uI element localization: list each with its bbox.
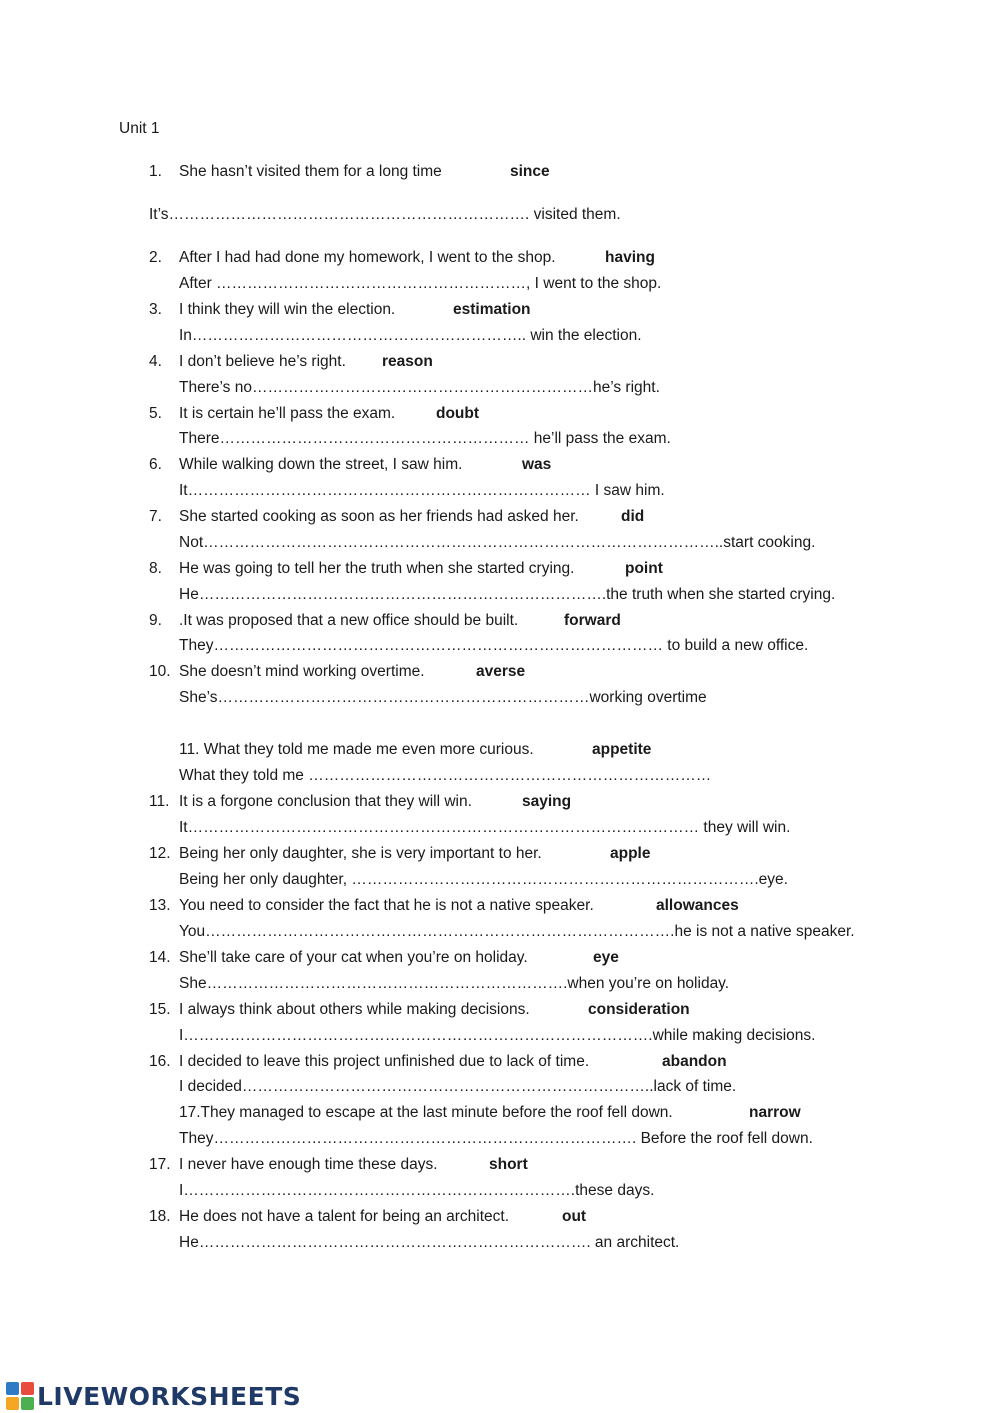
item-answer-line[interactable]: There…………………………………………………… he’ll pass the exam.: [179, 430, 671, 447]
item-sentence: She doesn’t mind working overtime.: [179, 663, 425, 680]
item-keyword: short: [489, 1156, 528, 1173]
item-sentence: She started cooking as soon as her friends had asked her.: [179, 508, 579, 525]
item-keyword: appetite: [592, 741, 652, 758]
item-sentence: 17.They managed to escape at the last minute before the roof fell down.: [179, 1104, 673, 1121]
item-number: 3.: [149, 301, 162, 318]
item-keyword: eye: [593, 949, 619, 966]
item-sentence: He does not have a talent for being an architect.: [179, 1208, 510, 1225]
item-number: 14.: [149, 949, 171, 966]
item-answer-line[interactable]: Not………………………………………………………………………………………..start cooking.: [179, 534, 816, 551]
item-keyword: having: [605, 249, 655, 266]
item-answer-line[interactable]: Being her only daughter, …………………………………………………………………….eye.: [179, 871, 788, 888]
item-answer-line[interactable]: I decided……………………………………………………………………..lack of time.: [179, 1078, 737, 1095]
item-keyword: reason: [382, 353, 433, 370]
logo-square-orange: [6, 1397, 19, 1410]
item-keyword: since: [510, 163, 550, 180]
item-answer-line[interactable]: He…………………………………………………………………. an architect.: [179, 1234, 680, 1251]
item-answer-line[interactable]: I………………………………………………………………….these days.: [179, 1182, 655, 1199]
item-sentence: She hasn’t visited them for a long time: [179, 163, 442, 180]
item-keyword: allowances: [656, 897, 739, 914]
item-number: 17.: [149, 1156, 171, 1173]
item-answer-line[interactable]: There’s no…………………………………………………………he’s right.: [179, 379, 660, 396]
item-answer-line[interactable]: She…………………………………………………………….when you’re on holiday.: [179, 975, 730, 992]
item-sentence: It is a forgone conclusion that they will win.: [179, 793, 472, 810]
item-sentence: She’ll take care of your cat when you’re on holiday.: [179, 949, 528, 966]
item-number: 2.: [149, 249, 162, 266]
item-sentence: He was going to tell her the truth when she started crying.: [179, 560, 575, 577]
item-number: 5.: [149, 405, 162, 422]
item-number: 15.: [149, 1001, 171, 1018]
item-keyword: point: [625, 560, 663, 577]
item-number: 7.: [149, 508, 162, 525]
logo-square-green: [21, 1397, 34, 1410]
item-sentence: Being her only daughter, she is very important to her.: [179, 845, 542, 862]
item-sentence: I always think about others while making decisions.: [179, 1001, 530, 1018]
item-sentence: I never have enough time these days.: [179, 1156, 438, 1173]
item-answer-line[interactable]: What they told me ……………………………………………………………………: [179, 767, 712, 784]
item-number: 1.: [149, 163, 162, 180]
logo-square-blue: [6, 1382, 19, 1395]
item-answer-line[interactable]: It…………………………………………………………………… I saw him.: [179, 482, 665, 499]
item-number: 16.: [149, 1053, 171, 1070]
item-keyword: consideration: [588, 1001, 690, 1018]
item-number: 8.: [149, 560, 162, 577]
item-keyword: doubt: [436, 405, 480, 422]
item-answer-line[interactable]: They………………………………………………………………………. Before the roof fell down.: [179, 1130, 813, 1147]
item-sentence: It is certain he’ll pass the exam.: [179, 405, 396, 422]
item-sentence: After I had had done my homework, I went to the shop.: [179, 249, 556, 266]
item-number: 11.: [149, 793, 170, 810]
logo-text: LIVEWORKSHEETS: [37, 1381, 302, 1411]
item-number: 13.: [149, 897, 171, 914]
item-number: 12.: [149, 845, 171, 862]
item-answer-line[interactable]: In……………………………………………………….. win the election.: [179, 327, 642, 344]
unit-title: Unit 1: [119, 120, 160, 137]
item-number: 10.: [149, 663, 171, 680]
item-keyword: out: [562, 1208, 587, 1225]
item-sentence: .It was proposed that a new office should be built.: [179, 612, 519, 629]
item-number: 9.: [149, 612, 162, 629]
item-keyword: apple: [610, 845, 651, 862]
item-number: 6.: [149, 456, 162, 473]
item-sentence: While walking down the street, I saw him.: [179, 456, 463, 473]
logo-square-red: [21, 1382, 34, 1395]
item-sentence: I think they will win the election.: [179, 301, 396, 318]
item-sentence: I don’t believe he’s right.: [179, 353, 346, 370]
item-answer-line[interactable]: She’s………………………………………………………………working overtime: [179, 689, 707, 706]
item-sentence: I decided to leave this project unfinished due to lack of time.: [179, 1053, 590, 1070]
item-keyword: narrow: [749, 1104, 801, 1121]
item-number: 4.: [149, 353, 162, 370]
liveworksheets-logo[interactable]: [6, 1379, 301, 1413]
item-number: 18.: [149, 1208, 171, 1225]
item-answer-line[interactable]: They…………………………………………………………………………… to build a new office.: [179, 637, 809, 654]
item-sentence: You need to consider the fact that he is not a native speaker.: [179, 897, 594, 914]
item-answer-line[interactable]: He…………………………………………………………………….the truth when she started crying.: [179, 586, 836, 603]
item-sentence: 11. What they told me made me even more curious.: [179, 741, 534, 758]
item-keyword: saying: [522, 793, 572, 810]
item-keyword: forward: [564, 612, 621, 629]
item-keyword: was: [522, 456, 552, 473]
item-keyword: did: [621, 508, 645, 525]
item-answer-line[interactable]: You……………………………………………………………………………….he is not a native speaker.: [179, 923, 855, 940]
item-keyword: estimation: [453, 301, 531, 318]
item-keyword: averse: [476, 663, 526, 680]
item-answer-line[interactable]: It……………………………………………………………………………………… they will win.: [179, 819, 791, 836]
item-answer-line[interactable]: It’s……………………………………………………………. visited them.: [149, 206, 621, 223]
item-answer-line[interactable]: I……………………………………………………………………………….while making decisions.: [179, 1027, 816, 1044]
item-answer-line[interactable]: After ……………………………………………………, I went to the shop.: [179, 275, 662, 292]
liveworksheets-logo-icon: [6, 1382, 34, 1410]
item-keyword: abandon: [662, 1053, 727, 1070]
